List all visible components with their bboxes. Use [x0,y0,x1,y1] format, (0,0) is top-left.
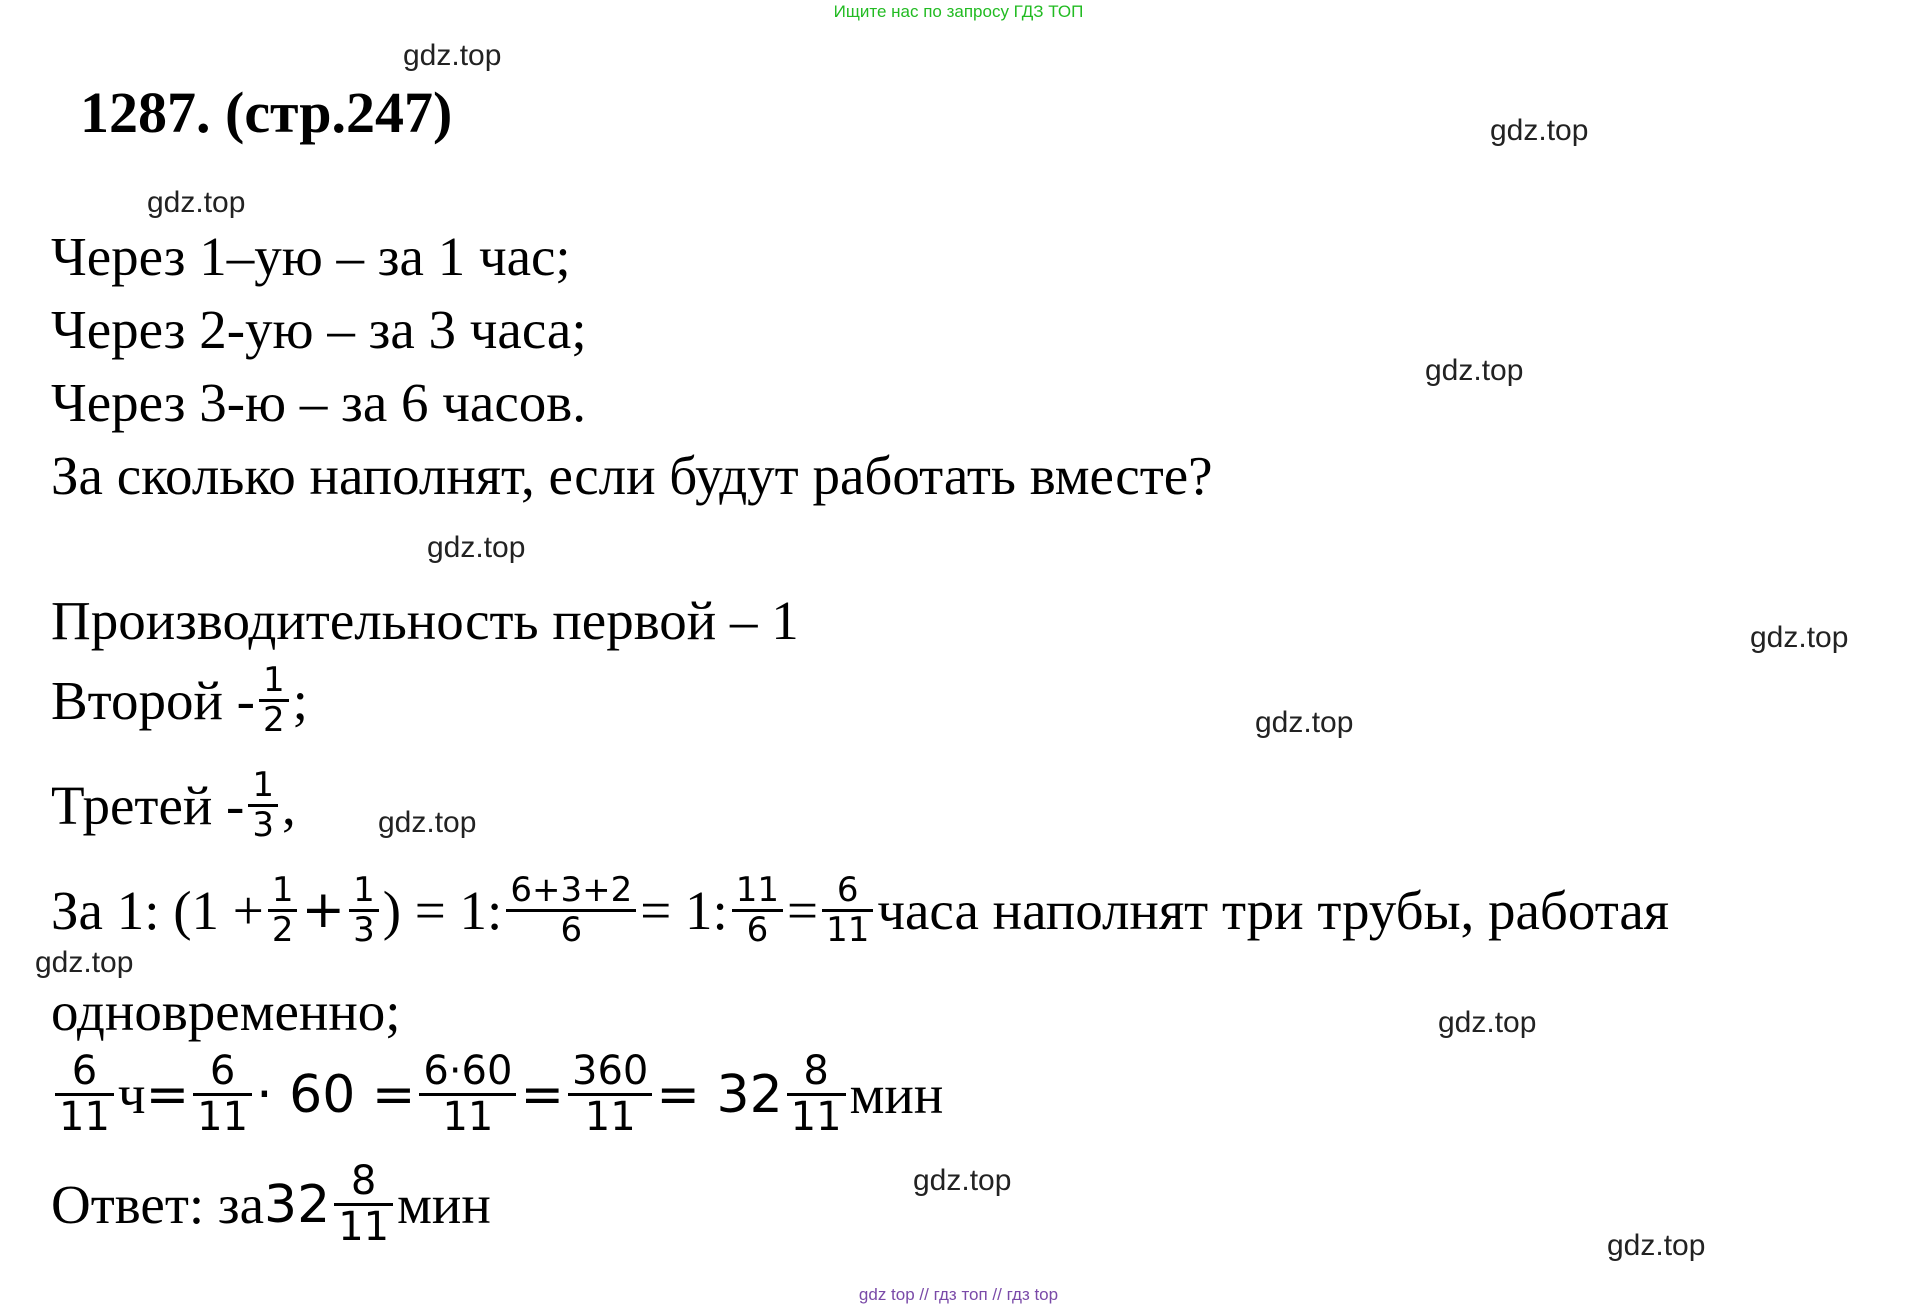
fraction-numerator: 6+3+2 [510,870,633,910]
fraction-denominator: 11 [59,1094,110,1141]
productivity-second [51,662,308,738]
fraction-denominator: 11 [790,1094,842,1141]
fraction-one-third [248,767,278,843]
problem-title: 1287. (стр.247) [80,80,453,145]
answer-unit: мин [397,1174,491,1236]
fraction-numerator: 6 [71,1048,98,1094]
fraction-numerator: 1 [263,660,285,700]
fraction-numerator: 6 [209,1048,236,1094]
fraction [732,872,783,948]
fraction-denominator: 6 [746,909,769,950]
third-end: , [282,774,296,836]
combined-rate-equation [51,872,1669,948]
second-end: ; [292,669,308,731]
fraction-denominator: 11 [442,1094,494,1141]
watermark: gdz.top [427,531,526,564]
watermark: gdz.top [147,186,246,219]
fraction-denominator: 11 [197,1094,249,1141]
equals: = [145,1064,190,1125]
unit-minutes: мин [849,1064,944,1126]
unit-hours: ч [117,1064,146,1126]
problem-question: За сколько наполнят, если будут работать вместе? [51,445,1213,506]
answer-whole: 32 [264,1174,331,1235]
eq-part-1: За 1: (1 + [51,879,264,941]
watermark: gdz.top [1425,354,1524,387]
minutes-calculation [51,1050,943,1139]
fraction-numerator: 8 [350,1158,377,1204]
fraction-numerator: 8 [803,1048,829,1094]
watermark: gdz.top [1490,114,1589,147]
fraction-denominator: 11 [826,909,870,950]
fraction-numerator: 360 [572,1048,649,1094]
eq-part-2: ) = 1: [382,879,503,941]
continuation-line: одновременно; [51,981,401,1042]
fraction-numerator: 1 [271,870,294,910]
watermark: gdz.top [403,39,502,72]
watermark: gdz.top [1750,621,1849,654]
productivity-third [51,767,296,843]
fraction-numerator: 11 [735,870,780,910]
problem-line-2: Через 2-ую – за 3 часа; [51,299,587,360]
fraction-numerator: 6 [836,870,859,910]
fraction-denominator: 11 [584,1094,636,1141]
fraction-denominator: 3 [353,909,375,950]
fraction-denominator: 6 [560,909,583,950]
fraction-denominator: 11 [338,1204,390,1251]
fraction [334,1160,393,1249]
fraction [349,872,379,948]
watermark: gdz.top [1438,1006,1537,1039]
answer-line [51,1160,491,1249]
fraction-denominator: 2 [271,909,294,950]
problem-line-3: Через 3-ю – за 6 часов. [51,372,586,433]
watermark: gdz.top [1255,706,1354,739]
fraction [268,872,298,948]
plus-sign: + [301,880,346,941]
problem-line-1: Через 1–ую – за 1 час; [51,226,571,287]
eq-part-5: часа наполнят три трубы, работая [877,879,1670,941]
fraction-denominator: 3 [252,804,274,845]
answer-label: Ответ: за [51,1174,265,1236]
third-label: Третей - [51,774,245,836]
equals: = [520,1064,565,1125]
fraction-numerator: 1 [252,765,274,805]
bottom-banner: gdz top // гдз топ // гдз top [858,1285,1059,1304]
fraction [822,872,873,948]
watermark: gdz.top [35,946,134,979]
eq-part-4: = [787,879,819,941]
times-sixty: · 60 = [256,1064,416,1125]
watermark: gdz.top [1607,1229,1706,1262]
watermark: gdz.top [913,1164,1012,1197]
watermark: gdz.top [378,806,477,839]
second-label: Второй - [51,669,255,731]
fraction [568,1050,652,1139]
fraction-one-half [259,662,289,738]
equals-whole: = 32 [656,1064,783,1125]
top-banner: Ищите нас по запросу ГДЗ ТОП [833,2,1084,21]
fraction-numerator: 1 [353,870,375,910]
fraction-numerator: 6·60 [423,1048,513,1094]
fraction-denominator: 2 [263,699,285,740]
fraction [506,872,636,948]
fraction [193,1050,252,1139]
fraction [787,1050,846,1139]
fraction [55,1050,114,1139]
eq-part-3: = 1: [640,879,728,941]
fraction [419,1050,516,1139]
productivity-first: Производительность первой – 1 [51,590,799,651]
